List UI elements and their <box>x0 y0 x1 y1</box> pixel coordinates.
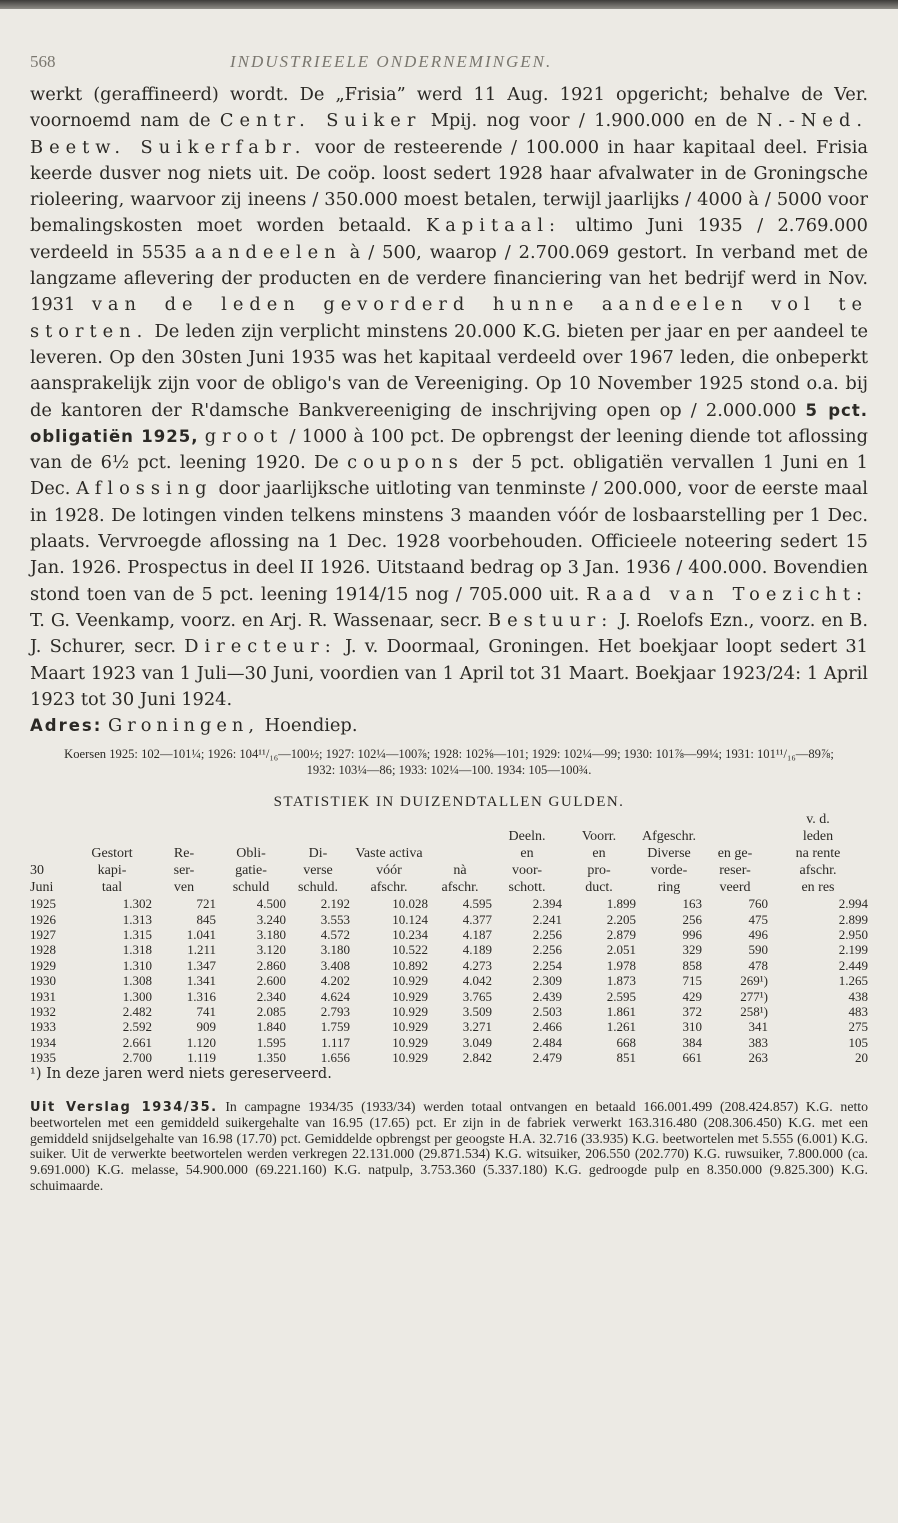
table-header-cell <box>702 811 768 828</box>
table-cell: 3.240 <box>256 911 286 927</box>
table-header-cell: veerd <box>719 880 751 896</box>
paragraph-segment: der 5 pct. obligatiën vervallen 1 Juni en 1 Dec. <box>30 452 868 500</box>
document-page <box>30 52 868 1193</box>
table-cell: 2.394 <box>532 896 562 912</box>
paragraph-segment: Aflossing <box>76 478 213 500</box>
statistics-table <box>30 811 868 1065</box>
table-cell: 1.861 <box>606 1003 636 1019</box>
table-cell: 1.120 <box>186 1034 216 1050</box>
table-cell: 1934 <box>30 1034 56 1050</box>
table-cell: 277¹) <box>740 988 768 1004</box>
table-cell: 3.509 <box>462 1003 492 1019</box>
table-row <box>30 989 868 1004</box>
table-header-cell: Juni <box>30 880 54 896</box>
table-header-cell <box>428 845 492 862</box>
paragraph-segment: De leden zijn verplicht minstens 20.000 K.G. bieten per jaar en per aandeel te leveren. Op den 30sten Juni 1935 was het kapitaal verdeeld over 1967 leden, die onbeperkt aansprakelijk zijn voor de obligo's van de Vereeniging. Op 10 November 1925 stond o.a. bij de kantoren der R'damsche Bankvereeniging de inschrijving open op / 2.000.000 <box>30 320 868 421</box>
table-cell: 275 <box>848 1019 868 1035</box>
table-cell: 1.302 <box>122 896 152 912</box>
table-cell: 3.049 <box>462 1034 492 1050</box>
table-cell: 1929 <box>30 957 56 973</box>
table-cell: 10.124 <box>392 911 428 927</box>
table-cell: 996 <box>682 926 702 942</box>
table-header-cell: afschr. <box>799 863 837 879</box>
page-header <box>30 52 868 82</box>
table-cell: 10.929 <box>392 1019 428 1035</box>
table-row <box>30 896 868 911</box>
table-cell: 263 <box>748 1050 768 1066</box>
table-cell: 3.120 <box>256 942 286 958</box>
table-header-cell: 30 <box>30 863 44 879</box>
table-cell: 1935 <box>30 1050 56 1066</box>
table-cell: 1.341 <box>186 973 216 989</box>
table-cell: 1933 <box>30 1019 56 1035</box>
table-cell: 1.656 <box>320 1050 350 1066</box>
table-cell: 1.119 <box>187 1050 216 1066</box>
report-label: Uit Verslag 1934/35. <box>30 1099 218 1115</box>
table-cell: 4.595 <box>462 896 492 912</box>
paragraph-segment: Raad van Toezicht: <box>586 583 868 605</box>
table-header-cell: en res <box>801 880 835 896</box>
table-cell: 2.340 <box>256 988 286 1004</box>
table-cell: 4.042 <box>462 973 492 989</box>
table-cell: 2.256 <box>532 926 562 942</box>
table-header-cell: ven <box>173 880 195 896</box>
table-cell: 1.873 <box>606 973 636 989</box>
table-cell: 10.522 <box>392 942 428 958</box>
table-cell: 10.234 <box>392 926 428 942</box>
paragraph-segment: J. v. Doormaal, Groningen. Het boekjaar loopt sedert 31 Maart 1923 van 1 Juli—30 Juni, voordien van 1 April tot 31 Maart. Boekjaar 1923/24: 1 April 1923 tot 30 Juni 1924. <box>30 636 868 710</box>
paragraph-segment: Directeur: <box>184 636 337 658</box>
table-cell: 329 <box>682 942 702 958</box>
table-cell: 3.408 <box>320 957 350 973</box>
table-cell: 2.503 <box>532 1003 562 1019</box>
table-cell: 1.899 <box>606 896 636 912</box>
table-header-cell: taal <box>101 880 123 896</box>
table-header-cell: ser- <box>173 863 195 879</box>
table-row <box>30 1019 868 1034</box>
table-cell: 721 <box>196 896 216 912</box>
table-header-cell: schott. <box>508 880 546 896</box>
table-row <box>30 942 868 957</box>
table-cell: 475 <box>748 911 768 927</box>
table-cell: 661 <box>682 1050 702 1066</box>
table-cell: 2.600 <box>256 973 286 989</box>
table-header-cell <box>702 828 768 845</box>
table-cell: 4.500 <box>256 896 286 912</box>
paragraph-segment: T. G. Veenkamp, voorz. en Arj. R. Wassenaar, secr. <box>30 609 489 631</box>
table-header-cell <box>350 828 428 845</box>
table-cell: 715 <box>682 973 702 989</box>
table-header-cell <box>350 811 428 828</box>
table-cell: 438 <box>848 988 868 1004</box>
table-cell: 1.978 <box>606 957 636 973</box>
table-header-cell: Vaste activa <box>355 846 423 862</box>
table-cell: 3.271 <box>462 1019 492 1035</box>
table-header-cell: duct. <box>585 880 613 896</box>
table-cell: 4.189 <box>462 942 492 958</box>
table-cell: 310 <box>682 1019 702 1035</box>
table-header-cell: Di- <box>308 846 328 862</box>
table-cell: 2.700 <box>122 1050 152 1066</box>
table-cell: 1.265 <box>838 973 868 989</box>
table-cell: 10.929 <box>392 973 428 989</box>
table-cell: 2.085 <box>256 1003 286 1019</box>
table-cell: 2.879 <box>606 926 636 942</box>
table-header-cell <box>428 811 492 828</box>
page-number: 568 <box>30 52 56 71</box>
table-cell: 1.041 <box>186 926 216 942</box>
table-cell: 2.241 <box>532 911 562 927</box>
table-cell: 10.892 <box>392 957 428 973</box>
table-cell: 1.595 <box>256 1034 286 1050</box>
paragraph-segment: aandeelen <box>194 241 342 263</box>
table-header-cell: v. d. <box>806 812 830 828</box>
table-header-cell <box>30 811 72 828</box>
table-row <box>30 973 868 988</box>
table-header-cell: gatie- <box>235 863 267 879</box>
table-header-cell: ring <box>657 880 681 896</box>
table-cell: 1.350 <box>256 1050 286 1066</box>
table-header-cell: Diverse <box>647 846 691 862</box>
table-cell: 4.187 <box>462 926 492 942</box>
table-header-row <box>30 845 868 862</box>
table-cell: 10.929 <box>392 1034 428 1050</box>
table-header-cell <box>30 828 72 845</box>
table-cell: 2.256 <box>532 942 562 958</box>
table-cell: 3.180 <box>256 926 286 942</box>
table-cell: 1.310 <box>122 957 152 973</box>
table-cell: 1.261 <box>606 1019 636 1035</box>
table-cell: 2.484 <box>532 1034 562 1050</box>
table-cell: 2.254 <box>532 957 562 973</box>
address-city: Groningen, <box>107 715 259 737</box>
paragraph-segment: door jaarlijksche uitloting van tenminste / 200.000, voor de eerste maal in 1928. De lotingen vinden telkens minstens 3 maanden vóór de losbaarstelling per 1 Dec. plaats. Vervroegde aflossing na 1 Dec. 1928 voorbehouden. Officieele noteering sedert 15 Jan. 1926. Prospectus in deel II 1926. Uitstaand bedrag op 3 Jan. 1936 / 400.000. Bovendien stond toen van de 5 pct. leening 1914/15 nog / 705.000 uit. <box>30 478 868 605</box>
table-cell: 105 <box>848 1034 868 1050</box>
table-cell: 1927 <box>30 926 56 942</box>
table-cell: 2.205 <box>606 911 636 927</box>
table-row <box>30 1035 868 1050</box>
table-cell: 2.199 <box>838 942 868 958</box>
table-header-row <box>30 879 868 896</box>
table-cell: 2.899 <box>838 911 868 927</box>
table-cell: 2.192 <box>320 896 350 912</box>
table-header-cell <box>636 811 702 828</box>
table-cell: 909 <box>196 1019 216 1035</box>
table-header-cell: reser- <box>719 863 751 879</box>
share-prices: Koersen 1925: 102—101¼; 1926: 104¹¹/₁₆—100½; 1927: 102¼—100⅞; 1928: 102⅝—101; 1929: 102¼—99; 1930: 101⅞—99¼; 1931: 101¹¹/₁₆—89⅞; 1932: 103¼—86; 1933: 102¼—100. 1934: 105—100¾. <box>64 747 834 777</box>
table-cell: 10.929 <box>392 988 428 1004</box>
table-cell: 341 <box>748 1019 768 1035</box>
table-header-cell: vorde- <box>650 863 688 879</box>
paragraph-segment: werkt (geraffineerd) wordt. De „Frisia” werd 11 Aug. 1921 opgericht; behalve de Ver. voornoemd nam de <box>30 84 868 132</box>
table-header-cell <box>152 828 216 845</box>
table-cell: 2.595 <box>606 988 636 1004</box>
table-header-cell: voor- <box>511 863 543 879</box>
table-header-cell: afschr. <box>370 880 408 896</box>
annual-report-excerpt <box>30 1099 868 1194</box>
table-header-cell <box>216 828 286 845</box>
paragraph-segment: N.-Ned. Beetw. Suikerfabr. <box>30 110 868 158</box>
table-cell: 851 <box>616 1050 636 1066</box>
table-cell: 384 <box>682 1034 702 1050</box>
table-row <box>30 958 868 973</box>
table-header-cell: Obli- <box>236 846 266 862</box>
table-cell: 2.309 <box>532 973 562 989</box>
table-cell: 3.180 <box>320 942 350 958</box>
address-label: Adres: <box>30 716 103 736</box>
table-cell: 4.377 <box>462 911 492 927</box>
table-cell: 483 <box>848 1003 868 1019</box>
table-cell: 1930 <box>30 973 56 989</box>
table-header-row <box>30 811 868 828</box>
table-cell: 429 <box>682 988 702 1004</box>
table-cell: 2.950 <box>838 926 868 942</box>
table-row <box>30 912 868 927</box>
table-header-cell <box>72 811 152 828</box>
table-cell: 2.466 <box>532 1019 562 1035</box>
table-cell: 2.592 <box>122 1019 152 1035</box>
paragraph-segment: à / 500, waarop / 2.700.069 gestort. In verband met de langzame aflevering der producten en de verdere financiering van het bedrijf werd in Nov. 1931 <box>30 241 869 316</box>
table-cell: 1.300 <box>122 988 152 1004</box>
table-cell: 1932 <box>30 1003 56 1019</box>
table-cell: 1926 <box>30 911 56 927</box>
table-cell: 383 <box>748 1034 768 1050</box>
table-header-cell: pro- <box>587 863 611 879</box>
paragraph-segment: Kapitaal: <box>426 215 561 237</box>
table-cell: 1.315 <box>122 926 152 942</box>
table-header-cell: Re- <box>173 846 195 862</box>
table-cell: 741 <box>196 1003 216 1019</box>
table-cell: 3.553 <box>320 911 350 927</box>
table-cell: 372 <box>682 1003 702 1019</box>
table-cell: 496 <box>748 926 768 942</box>
table-header-row <box>30 862 868 879</box>
paragraph-segment: van de leden gevorderd hunne aandeelen vol te storten. <box>30 294 868 342</box>
table-cell: 258¹) <box>740 1003 768 1019</box>
paragraph-segment: / 1000 à 100 pct. De opbrengst der leening diende tot aflossing van de 6½ pct. leening 1920. De <box>30 425 868 474</box>
table-header-cell: Gestort <box>91 846 133 862</box>
table-cell: 10.929 <box>392 1050 428 1066</box>
table-cell: 163 <box>682 896 702 912</box>
table-cell: 2.479 <box>532 1050 562 1066</box>
table-cell: 1931 <box>30 988 56 1004</box>
table-cell: 858 <box>682 957 702 973</box>
table-cell: 1925 <box>30 896 56 912</box>
table-cell: 10.929 <box>392 1003 428 1019</box>
table-cell: 668 <box>616 1034 636 1050</box>
table-row <box>30 1050 868 1065</box>
table-header-cell: Afgeschr. <box>641 829 697 845</box>
address-street: Hoendiep. <box>264 715 358 737</box>
table-cell: 2.842 <box>462 1050 492 1066</box>
table-cell: 2.860 <box>256 957 286 973</box>
running-title: INDUSTRIEELE ONDERNEMINGEN. <box>230 52 553 71</box>
table-header-row <box>30 828 868 845</box>
table-cell: 590 <box>748 942 768 958</box>
table-cell: 845 <box>196 911 216 927</box>
table-cell: 1.117 <box>321 1034 350 1050</box>
table-cell: 760 <box>748 896 768 912</box>
table-header-cell: en <box>592 846 606 862</box>
table-cell: 1.316 <box>186 988 216 1004</box>
table-header-cell <box>492 811 562 828</box>
table-header-cell: kapi- <box>97 863 127 879</box>
table-header-cell: en <box>520 846 534 862</box>
table-cell: 2.449 <box>838 957 868 973</box>
table-header-cell <box>562 811 636 828</box>
table-cell: 20 <box>855 1050 868 1066</box>
table-cell: 4.202 <box>320 973 350 989</box>
table-header-cell <box>286 811 350 828</box>
table-cell: 478 <box>748 957 768 973</box>
table-cell: 4.273 <box>462 957 492 973</box>
table-header-cell <box>72 828 152 845</box>
table-header-cell: leden <box>802 829 834 845</box>
table-cell: 1.211 <box>187 942 216 958</box>
table-header-cell: schuld. <box>297 880 339 896</box>
table-cell: 1.308 <box>122 973 152 989</box>
table-header-cell <box>216 811 286 828</box>
table-cell: 3.765 <box>462 988 492 1004</box>
paragraph-segment: groot <box>204 425 284 447</box>
table-cell: 2.439 <box>532 988 562 1004</box>
table-header-cell <box>286 828 350 845</box>
paragraph-segment: Mpij. nog voor / 1.900.000 en de <box>421 110 757 132</box>
table-header-cell: en ge- <box>717 846 753 862</box>
table-cell: 1.347 <box>186 957 216 973</box>
table-header-cell: vóór <box>376 863 402 879</box>
table-cell: 256 <box>682 911 702 927</box>
table-cell: 1928 <box>30 942 56 958</box>
table-header-cell: afschr. <box>441 880 479 896</box>
table-header-cell: Voorr. <box>581 829 617 845</box>
paragraph-segment: J. Roelofs Ezn., voorz. en B. J. Schurer, secr. <box>30 609 868 658</box>
address-line <box>30 713 868 739</box>
table-cell: 1.840 <box>256 1019 286 1035</box>
table-header-cell <box>428 828 492 845</box>
table-cell: 269¹) <box>740 973 768 989</box>
table-footnote: ¹) In deze jaren werd niets gereserveerd. <box>30 1065 332 1082</box>
table-cell: 1.318 <box>122 942 152 958</box>
table-cell: 4.572 <box>320 926 350 942</box>
scan-edge <box>0 0 898 9</box>
paragraph-segment: voor de resteerende / 100.000 in haar kapitaal deel. Frisia keerde dusver nog niets uit. De coöp. loost sedert 1928 haar afvalwater in de Groningsche rioleering, waarvoor zij ineens / 350.000 moest betalen, terwijl jaarlijks / 4000 à / 5000 voor bemalingskosten moet worden betaald. <box>30 136 868 237</box>
table-row <box>30 1004 868 1019</box>
table-header-cell: na rente <box>795 846 841 862</box>
paragraph-segment: ultimo Juni 1935 / 2.769.000 verdeeld in 5535 <box>30 215 868 263</box>
table-cell: 2.661 <box>122 1034 152 1050</box>
table-cell: 4.624 <box>320 988 350 1004</box>
table-cell: 1.313 <box>122 911 152 927</box>
paragraph-segment: Bestuur: <box>488 609 614 631</box>
table-header-cell: verse <box>303 863 333 879</box>
table-header-cell: nà <box>453 863 467 879</box>
table-header-cell <box>152 811 216 828</box>
table-header-cell: Deeln. <box>508 829 546 845</box>
table-cell: 2.793 <box>320 1003 350 1019</box>
table-header-cell: schuld <box>232 880 270 896</box>
table-cell: 10.028 <box>392 896 428 912</box>
table-header-cell <box>30 845 72 862</box>
report-text: In campagne 1934/35 (1933/34) werden totaal ontvangen en betaald 166.001.499 (208.424.857) K.G. netto beetwortelen met een gemiddeld suikergehalte van 16.95 (17.65) pct. Er zijn in de fabriek verwerkt 163.316.480 (208.306.450) K.G. met een gemiddeld snijdselgehalte van 16.98 (17.70) pct. Gemiddelde opbrengst per geoogste H.A. 32.716 (33.935) K.G. beetwortelen met 5.555 (6.001) K.G. suiker. Uit de verwerkte beetwortelen werden verkregen 22.131.000 (29.871.534) K.G. witsuiker, 206.550 (202.770) K.G. ruwsuiker, 7.800.000 (ca. 9.691.000) K.G. melasse, 54.900.000 (69.221.160) K.G. natpulp, 3.753.360 (5.337.180) K.G. gedroogde pulp en 8.350.000 (9.825.300) K.G. schuimaarde. <box>30 1098 869 1193</box>
table-cell: 2.482 <box>122 1003 152 1019</box>
paragraph-segment: Centr. Suiker <box>219 110 422 132</box>
paragraph-segment: 5 pct. obligatiën 1925, <box>30 400 868 446</box>
statistics-title: STATISTIEK IN DUIZENDTALLEN GULDEN. <box>273 794 625 811</box>
paragraph-segment: coupons <box>347 452 464 474</box>
table-cell: 1.759 <box>320 1019 350 1035</box>
table-cell: 2.994 <box>838 896 868 912</box>
table-cell: 2.051 <box>606 942 636 958</box>
table-row <box>30 927 868 942</box>
company-description <box>30 82 868 713</box>
